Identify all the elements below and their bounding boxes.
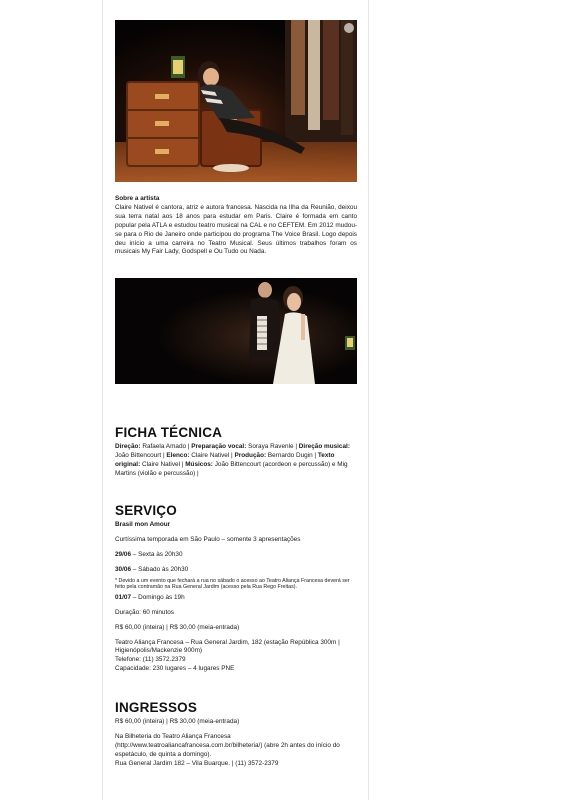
ficha-credits — [115, 443, 357, 479]
producao-value: Bernardo Dugin | — [266, 451, 318, 459]
page-border-right — [368, 0, 369, 800]
ingressos-title: INGRESSOS — [115, 700, 198, 715]
servico-title: SERVIÇO — [115, 503, 177, 518]
date-sunday-time: – Domingo às 19h — [131, 593, 185, 601]
box-office-info: Na Bilheteria do Teatro Aliança Francesa (http://www.teatroaliancafrancesa.com.br/bilheteria/) (abre 2h antes do início do espetáculo, de quinta a domingo). — [115, 732, 340, 758]
musicos-value: João Bittencourt (acordeon e percussão) e Mig Martins (violão e percussão) | — [115, 460, 348, 477]
prep-vocal-value: Soraya Ravenle | — [246, 443, 299, 450]
about-heading: Sobre a artista — [115, 195, 160, 202]
artist-photo-accordion — [115, 278, 357, 384]
date-friday-day: 29/06 — [115, 550, 131, 558]
ficha-tecnica-section — [115, 425, 357, 479]
date-sunday — [115, 594, 357, 603]
venue-capacity: Capacidade: 230 lugares – 4 lugares PNE — [115, 665, 235, 673]
texto-original-value: Claire Nativel | — [140, 460, 186, 468]
venue-address: Teatro Aliança Francesa – Rua General Jardim, 182 (estação República 300m | Higienópolis/Mackenzie 900m) — [115, 638, 340, 655]
date-saturday-day: 30/06 — [115, 565, 131, 573]
ficha-tecnica-title: FICHA TÉCNICA — [115, 425, 223, 440]
producao-label: Produção: — [234, 451, 267, 459]
price: R$ 60,00 (inteira) | R$ 30,00 (meia-entrada) — [115, 623, 240, 631]
direcao-label: Direção: — [115, 443, 141, 450]
date-saturday-time: – Sábado às 20h30 — [131, 565, 189, 573]
show-name: Brasil mon Amour — [115, 521, 171, 528]
about-section — [115, 195, 357, 257]
venue-phone: Telefone: (11) 3572.2379 — [115, 656, 186, 664]
elenco-value: Claire Nativel | — [189, 451, 235, 459]
date-friday — [115, 551, 357, 560]
date-saturday — [115, 566, 357, 575]
date-sunday-day: 01/07 — [115, 593, 131, 601]
duration: Duração: 60 minutos — [115, 608, 174, 616]
direcao-value: Rafaela Amado | — [140, 443, 192, 450]
direcao-musical-label: Direção musical: — [298, 443, 350, 450]
prep-vocal-label: Preparação vocal: — [191, 443, 247, 450]
servico-section — [115, 503, 357, 674]
elenco-label: Elenco: — [166, 451, 190, 459]
access-note: * Devido a um evento que fechará a rua no sábado o acesso ao Teatro Aliança Francesa deverá ser feito pela contramão na Rua General Jardim (acesso pela Rua Rego Freitas). — [115, 577, 350, 591]
season-info: Curtíssima temporada em São Paulo – somente 3 apresentações — [115, 535, 301, 543]
box-office-address: Rua General Jardim 182 – Vila Buarque. | (11) 3572-2379 — [115, 759, 279, 767]
texto-original-label: Texto original: — [115, 451, 335, 468]
musicos-label: Músicos: — [185, 460, 213, 468]
page-border-left — [102, 0, 103, 800]
ingressos-price: R$ 60,00 (inteira) | R$ 30,00 (meia-entrada) — [115, 718, 240, 725]
about-body: Claire Nativel é cantora, atriz e autora francesa. Nascida na Ilha da Reunião, deixou sua terra natal aos 18 anos para estudar em Paris. Claire é formada em canto popular pela ATLA e estudou teatro musical na CAL e no CEFTEM. Em 2012 mudou-se para o Rio de Janeiro onde participou do programa The Voice Brasil. Logo depois deu início a uma carreira no Teatro Musical. Seus últimos trabalhos foram os musicais My Fair Lady, Godspell e Ou Tudo ou Nada. — [115, 203, 357, 256]
ingressos-section — [115, 700, 357, 769]
direcao-musical-value: João Bittencourt | — [115, 451, 167, 459]
artist-photo-suitcases — [115, 20, 357, 182]
date-friday-time: – Sexta às 20h30 — [131, 550, 183, 558]
